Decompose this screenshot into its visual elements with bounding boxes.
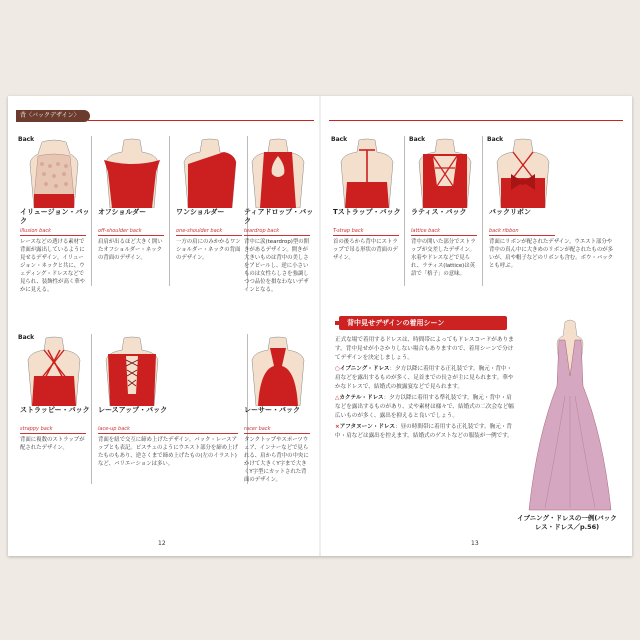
back-label: Back (409, 136, 426, 143)
book-spread (8, 96, 632, 556)
card-english: one-shoulder back (176, 228, 242, 236)
card-illusion-back (16, 130, 90, 300)
card-description: 背面に複数のストラップが配されたデザイン。 (20, 437, 85, 451)
card-title: オフショルダー (98, 208, 147, 216)
section-title: 背中見せデザインの着用シーン (339, 316, 507, 330)
card-title: Tストラップ・バック (333, 208, 401, 216)
scene-evening (335, 365, 515, 392)
lattice-back-illustration (415, 138, 475, 208)
card-teardrop-back (240, 130, 314, 300)
divider (91, 334, 92, 484)
divider (169, 136, 170, 286)
teardrop-back-illustration (248, 138, 308, 208)
card-description: 首の後ろから背中にストラップで吊る形状の背面のデザイン。 (333, 239, 398, 261)
card-lace-up-back (94, 328, 242, 498)
header-rule (329, 120, 623, 121)
card-lattice-back (407, 130, 481, 300)
back-label: Back (487, 136, 504, 143)
gown-caption: イブニング・ドレスの一例(バックレス・ドレス／p.56) (517, 514, 617, 531)
card-english: illusion back (20, 228, 86, 236)
card-description: 背面を紐で交互に締め上げたデザイン。バック・レースアップとも表記。ビスチェのようにウエスト部分を締め上げたものもあり、逆さくまで締め上げたもの(左のイラスト)など、バリエーションは多い。 (98, 437, 238, 467)
card-description: 背面にリボンが配されたデザイン。ウエスト部分や背中の真ん中に大きめのリボンが配されたものが多いが、肩や帽子などのリボンも含む。ボウ・バックとも呼ぶ。 (489, 239, 613, 269)
card-back-ribbon (485, 130, 625, 300)
card-t-strap-back (329, 130, 403, 300)
card-description: 一方の肩にのみかかるワンショルダー・ネックの背面のデザイン。 (176, 239, 241, 261)
back-label: Back (331, 136, 348, 143)
page-number: 12 (158, 540, 166, 547)
divider (404, 136, 405, 286)
evening-gown-illustration (525, 316, 615, 512)
scene-text: ：夕方以降に着用する準礼装です。胸元・背中・肩などを露出するものがあり、丈や素材は様々で、結婚式の二次会など幅広いものが多く、露出を抑えると良いでしょう。 (335, 395, 514, 419)
card-title: イリュージョン・バック (20, 208, 90, 225)
scene-mark: × (335, 424, 340, 430)
chapter-tab: 背〈バックデザイン〉 (16, 110, 90, 122)
divider (91, 136, 92, 286)
card-english: back ribbon (489, 228, 555, 236)
card-title: ティアドロップ・バック (244, 208, 314, 225)
card-title: レーサー・バック (244, 406, 300, 414)
right-page (321, 96, 632, 556)
back-label: Back (18, 136, 35, 143)
section-body (335, 336, 515, 441)
card-title: バックリボン (489, 208, 531, 216)
card-title: レースアップ・バック (98, 406, 168, 414)
scene-label: カクテル・ドレス (339, 395, 384, 401)
card-strappy-back (16, 328, 90, 498)
card-one-shoulder (172, 130, 246, 300)
left-page (8, 96, 319, 556)
scene-text: ：昼の時間帯に着用する正礼装です。胸元・背中・肩などは露出を控えます。結婚式のゲストなどの服装が一例です。 (335, 424, 513, 439)
divider (482, 136, 483, 286)
card-english: T-strap back (333, 228, 399, 236)
card-title: ラティス・バック (411, 208, 467, 216)
scene-text: ：夕方以降に着用する正礼装です。胸元・背中・肩などを露出するものが多く、足首までの長さが主に見られます。華やかなドレスで、結婚式の披露宴などで見られます。 (335, 366, 514, 390)
card-description: 背中に涙(teardrop)型の開きがあるデザイン。開きが大きいものは背中の美しさをアピールし、逆に小さいものは女性らしさを強調しつつ品位を損なわないデザインとなる。 (244, 239, 310, 293)
scene-afternoon (335, 423, 515, 441)
wearing-scenes-section (329, 316, 517, 546)
t-strap-back-illustration (337, 138, 397, 208)
card-english: lace-up back (98, 426, 238, 434)
strappy-back-illustration (24, 336, 84, 406)
scene-mark: △ (335, 395, 340, 401)
scene-cocktail (335, 394, 515, 421)
card-english: lattice back (411, 228, 477, 236)
card-description: 背中の開いた部分でストラップが交差したデザイン。水着やドレスなどで見られ、ラティス(lattice)は英語で「格子」の意味。 (411, 239, 476, 277)
card-description: タンクトップやスポーツウェア、インナーなどで見られる、肩から背中の中央にかけて大きくY字まで大きくY字型にカットされた背面のデザイン。 (244, 437, 309, 483)
scene-label: アフタヌーン・ドレス (339, 424, 395, 430)
card-title: ワンショルダー (176, 208, 225, 216)
card-english: teardrop back (244, 228, 310, 236)
back-ribbon-illustration (493, 138, 553, 208)
lace-up-back-illustration (102, 336, 162, 406)
page-number: 13 (471, 540, 479, 547)
one-shoulder-illustration (180, 138, 240, 208)
card-description: レースなどの透ける素材で背面が露出しているように見せるデザイン。イリュージョン・ネックと共に、ウェディング・ドレスなどで見られ、装飾性が高く華やかに見える。 (20, 239, 86, 293)
card-english: racer back (244, 426, 310, 434)
illusion-back-illustration (24, 138, 84, 208)
off-shoulder-illustration (102, 138, 162, 208)
section-intro: 正式な場で着用するドレスは、時間帯によってもドレスコードがあります。背中見せが小さかりしない場合もありますので、着用シーンで分けてデザインを決定しましょう。 (335, 337, 514, 361)
card-title: ストラッピー・バック (20, 406, 90, 414)
card-description: 肩肩が出るほど大きく開いたオフショルダー・ネックの背面のデザイン。 (98, 239, 163, 261)
back-label: Back (18, 334, 35, 341)
racer-back-illustration (248, 336, 308, 406)
scene-mark: ○ (335, 366, 340, 372)
card-racer-back (240, 328, 314, 498)
scene-label: イブニング・ドレス (339, 366, 390, 372)
card-english: off-shoulder back (98, 228, 164, 236)
card-off-shoulder (94, 130, 168, 300)
card-english: strappy back (20, 426, 86, 434)
header-rule (88, 120, 314, 121)
